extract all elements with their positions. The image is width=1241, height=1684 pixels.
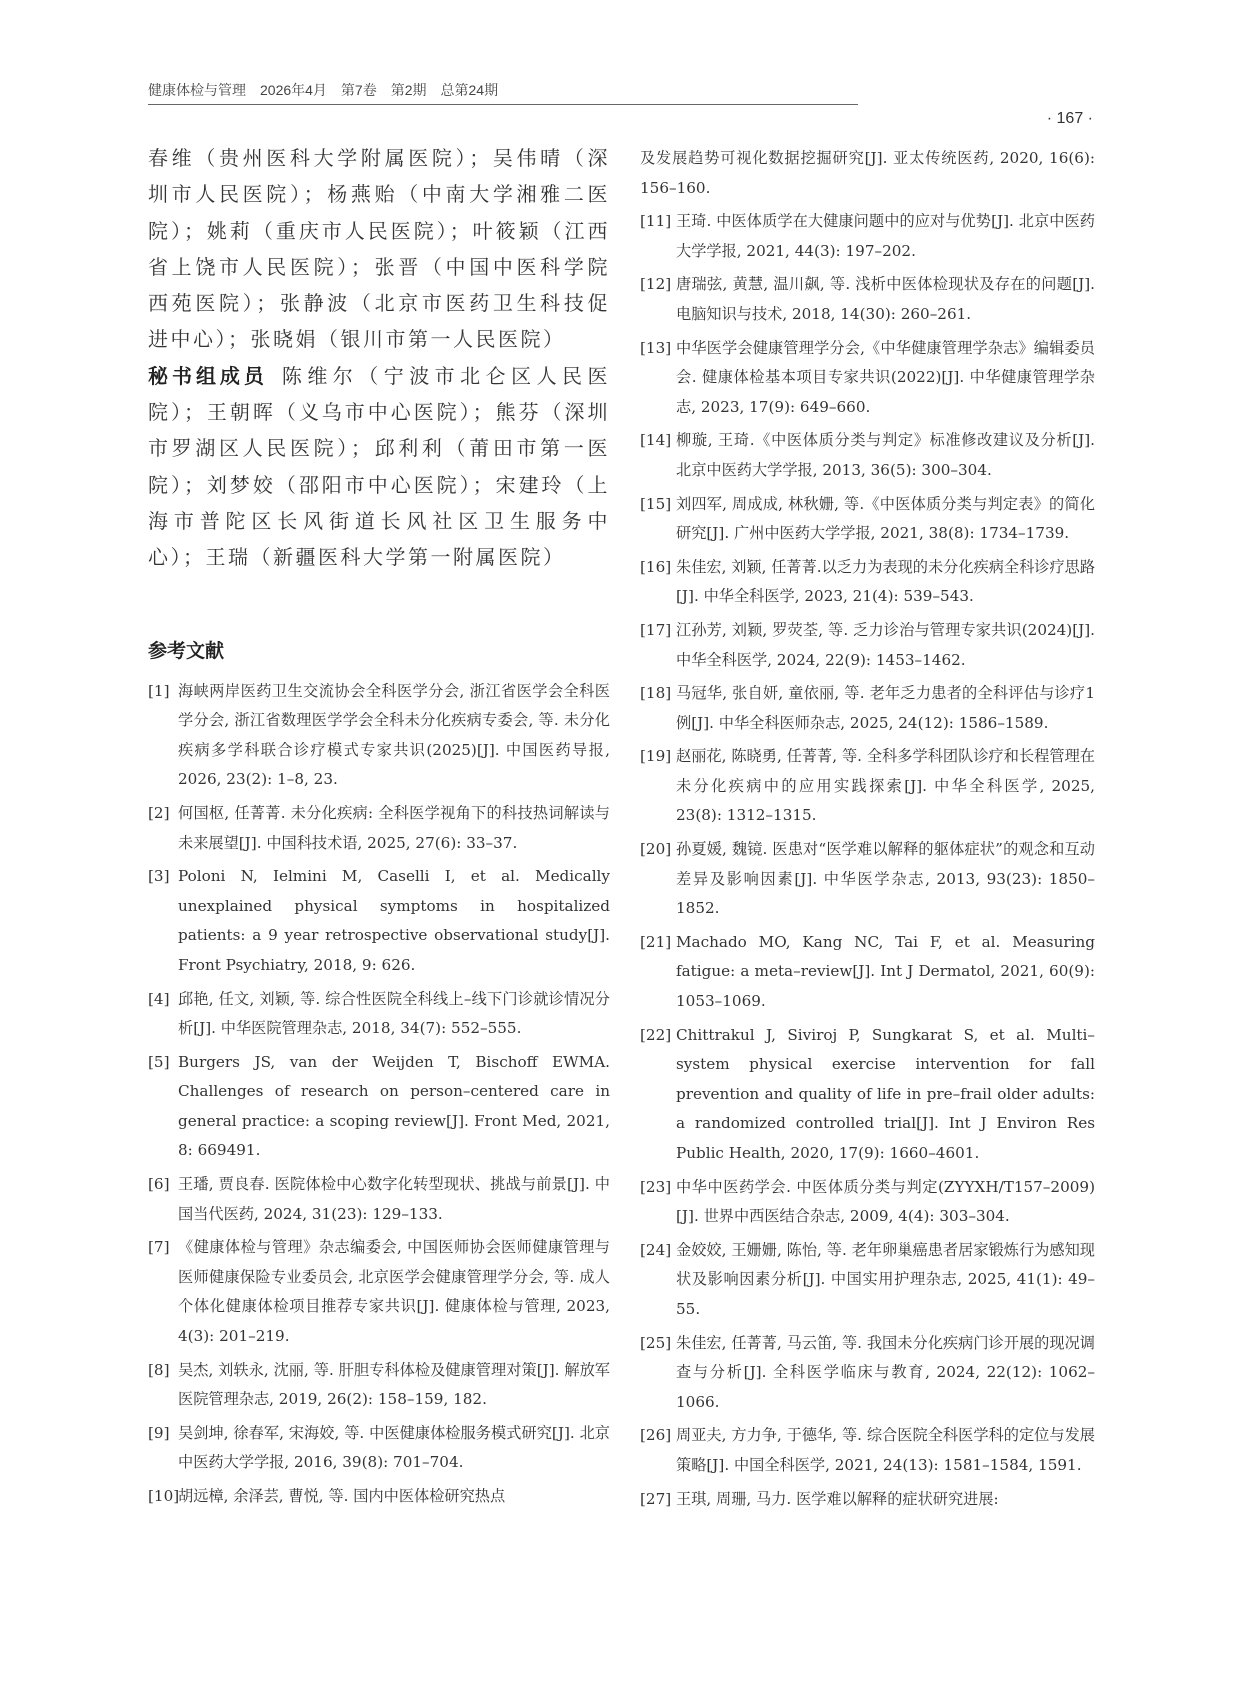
reference-item: [23] 中华中医药学会. 中医体质分类与判定(ZYYXH/T157–2009)[J]. 世界中西医结合杂志, 2009, 4(4): 303–304. bbox=[640, 1177, 1095, 1226]
reference-item: [27] 王琪, 周珊, 马力. 医学难以解释的症状研究进展: bbox=[640, 1489, 999, 1508]
reference-item: [26] 周亚夫, 方力争, 于德华, 等. 综合医院全科医学科的定位与发展策略[J]. 中国全科医学, 2021, 24(13): 1581–1584, 1591. bbox=[640, 1426, 1095, 1474]
reference-item: [5] Burgers JS, van der Weijden T, Bischoff EWMA. Challenges of research on person–centered care in general practice: a scoping review[J]. Front Med, 2021, 8: 669491. bbox=[148, 1052, 610, 1160]
reference-item: [17] 江孙芳, 刘颖, 罗荧荃, 等. 乏力诊治与管理专家共识(2024)[J]. 中华全科医学, 2024, 22(9): 1453–1462. bbox=[640, 620, 1095, 669]
reference-item-continued: 及发展趋势可视化数据挖掘研究[J]. 亚太传统医药, 2020, 16(6): 156–160. bbox=[640, 149, 1095, 197]
references-heading: 参考文献 bbox=[148, 639, 225, 662]
reference-item: [18] 马冠华, 张自妍, 童依丽, 等. 老年乏力患者的全科评估与诊疗1例[J]. 中华全科医师杂志, 2025, 24(12): 1586–1589. bbox=[640, 684, 1095, 732]
reference-item: [25] 朱佳宏, 任菁菁, 马云笛, 等. 我国未分化疾病门诊开展的现况调查与分析[J]. 全科医学临床与教育, 2024, 22(12): 1062–1066. bbox=[640, 1333, 1095, 1411]
reference-item: [2] 何国枢, 任菁菁. 未分化疾病: 全科医学视角下的科技热词解读与未来展望[J]. 中国科技术语, 2025, 27(6): 33–37. bbox=[148, 803, 610, 852]
reference-item: [21] Machado MO, Kang NC, Tai F, et al. Measuring fatigue: a meta–review[J]. Int J Dermatol, 2021, 60(9): 1053–1069. bbox=[640, 932, 1095, 1011]
header-rule bbox=[148, 104, 858, 105]
reference-item: [9] 吴剑坤, 徐春军, 宋海姣, 等. 中医健康体检服务模式研究[J]. 北京中医药大学学报, 2016, 39(8): 701–704. bbox=[148, 1423, 610, 1472]
committee-members-continued: 春维（贵州医科大学附属医院）；吴伟晴（深圳市人民医院）；杨燕贻（中南大学湘雅二医院）；姚莉（重庆市人民医院）；叶筱颖（江西省上饶市人民医院）；张晋（中国中医科学院西苑医院）；张静波（北京市医药卫生科技促进中心）；张晓娟（银川市第一人民医院） bbox=[148, 146, 610, 352]
reference-list-right bbox=[640, 144, 1095, 1514]
reference-item: [10] 胡远樟, 余泽芸, 曹悦, 等. 国内中医体检研究热点 bbox=[148, 1487, 506, 1505]
secretary-label: 秘书组成员 bbox=[148, 363, 268, 388]
reference-item: [7] 《健康体检与管理》杂志编委会, 中国医师协会医师健康管理与医师健康保险专业委员会, 北京医学会健康管理学分会, 等. 成人个体化健康体检项目推荐专家共识[J]. 健康体检与管理, 2023, 4(3): 201–219. bbox=[148, 1238, 610, 1346]
reference-item: [12] 唐瑞弦, 黄慧, 温川飙, 等. 浅析中医体检现状及存在的问题[J]. 电脑知识与技术, 2018, 14(30): 260–261. bbox=[640, 275, 1095, 323]
reference-item: [11] 王琦. 中医体质学在大健康问题中的应对与优势[J]. 北京中医药大学学报, 2021, 44(3): 197–202. bbox=[640, 212, 1095, 260]
reference-item: [13] 中华医学会健康管理学分会,《中华健康管理学杂志》编辑委员会. 健康体检基本项目专家共识(2022)[J]. 中华健康管理学杂志, 2023, 17(9): 649–660. bbox=[640, 338, 1095, 416]
reference-item: [4] 邱艳, 任文, 刘颖, 等. 综合性医院全科线上–线下门诊就诊情况分析[J]. 中华医院管理杂志, 2018, 34(7): 552–555. bbox=[148, 989, 610, 1038]
reference-item: [22] Chittrakul J, Siviroj P, Sungkarat S, et al. Multi–system physical exercise intervention for fall prevention and quality of life in pre–frail older adults: a randomized controlled trial[J]. Int J Environ Res Public Health, 2020, 17(9): 1660–4601. bbox=[640, 1025, 1095, 1162]
reference-item: [20] 孙夏媛, 魏镜. 医患对“医学难以解释的躯体症状”的观念和互动差异及影响因素[J]. 中华医学杂志, 2013, 93(23): 1850–1852. bbox=[640, 840, 1095, 918]
reference-item: [1] 海峡两岸医药卫生交流协会全科医学分会, 浙江省医学会全科医学分会, 浙江省数理医学学会全科未分化疾病专委会, 等. 未分化疾病多学科联合诊疗模式专家共识(2025)[J]. 中国医药导报, 2026, 23(2): 1–8, 23. bbox=[148, 681, 610, 789]
right-column bbox=[640, 144, 1095, 1518]
left-column bbox=[148, 140, 610, 1516]
secretary-group bbox=[148, 358, 610, 576]
reference-item: [14] 柳璇, 王琦.《中医体质分类与判定》标准修改建议及分析[J]. 北京中医药大学学报, 2013, 36(5): 300–304. bbox=[640, 431, 1095, 479]
page-number: · 167 · bbox=[1046, 110, 1093, 127]
reference-item: [24] 金姣姣, 王姗姗, 陈怡, 等. 老年卵巢癌患者居家锻炼行为感知现状及影响因素分析[J]. 中国实用护理杂志, 2025, 41(1): 49–55. bbox=[640, 1240, 1095, 1318]
reference-item: [19] 赵丽花, 陈晓勇, 任菁菁, 等. 全科多学科团队诊疗和长程管理在未分化疾病中的应用实践探索[J]. 中华全科医学, 2025, 23(8): 1312–1315. bbox=[640, 747, 1095, 825]
reference-list-left bbox=[148, 677, 610, 1512]
reference-item: [6] 王璠, 贾良春. 医院体检中心数字化转型现状、挑战与前景[J]. 中国当代医药, 2024, 31(23): 129–133. bbox=[148, 1175, 610, 1223]
reference-item: [15] 刘四军, 周成成, 林秋姗, 等.《中医体质分类与判定表》的简化研究[J]. 广州中医药大学学报, 2021, 38(8): 1734–1739. bbox=[640, 494, 1095, 543]
running-header: 健康体检与管理 2026年4月 第7卷 第2期 总第24期 bbox=[148, 82, 499, 98]
secretary-members: 陈维尔（宁波市北仑区人民医院）；王朝晖（义乌市中心医院）；熊芬（深圳市罗湖区人民医院）；邱利利（莆田市第一医院）；刘梦姣（邵阳市中心医院）；宋建玲（上海市普陀区长风街道长风社区卫生服务中心）；王瑞（新疆医科大学第一附属医院） bbox=[148, 363, 611, 570]
reference-item: [16] 朱佳宏, 刘颖, 任菁菁.以乏力为表现的未分化疾病全科诊疗思路[J]. 中华全科医学, 2023, 21(4): 539–543. bbox=[640, 557, 1096, 606]
reference-item: [3] Poloni N, Ielmini M, Caselli I, et al. Medically unexplained physical symptoms in hospitalized patients: a 9 year retrospective observational study[J]. Front Psychiatry, 2018, 9: 626. bbox=[148, 867, 610, 974]
reference-item: [8] 吴杰, 刘轶永, 沈丽, 等. 肝胆专科体检及健康管理对策[J]. 解放军医院管理杂志, 2019, 26(2): 158–159, 182. bbox=[148, 1360, 610, 1409]
